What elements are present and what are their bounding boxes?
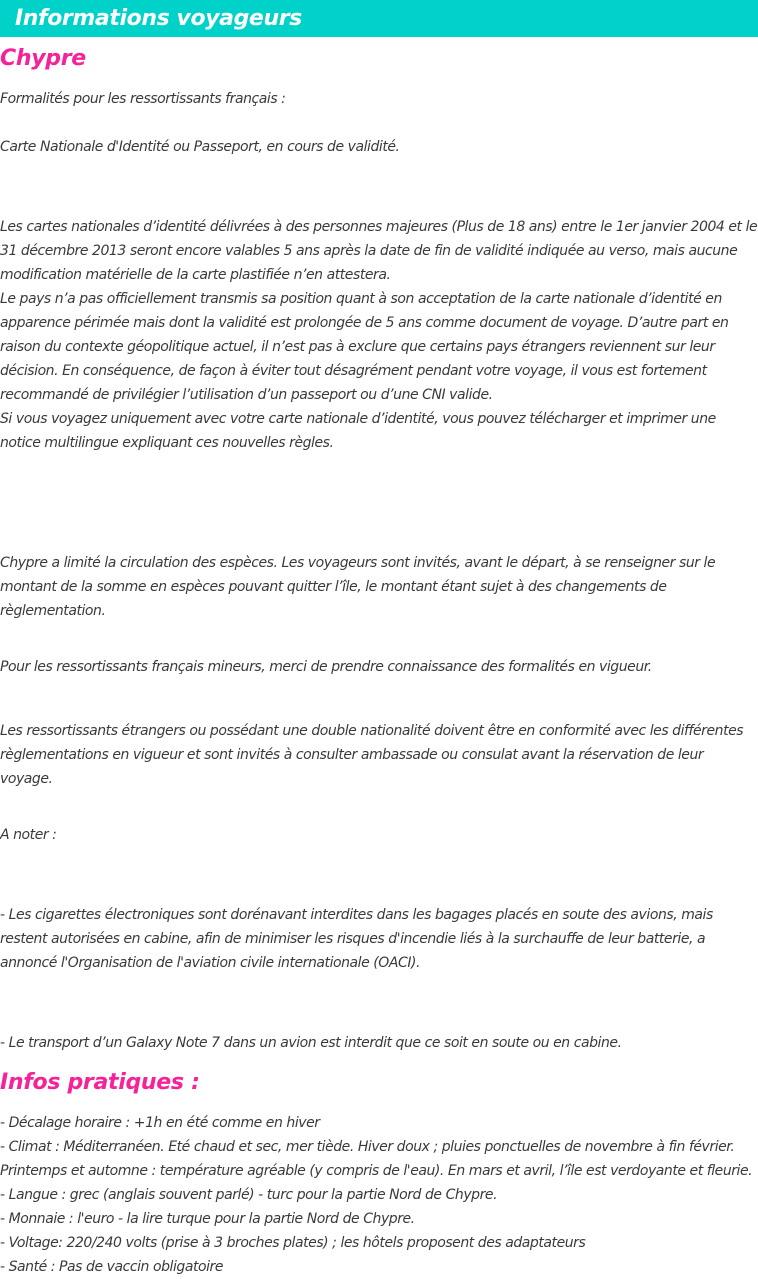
cni-position-paragraph: Le pays n’a pas officiellement transmis sa position quant à son acceptation de la carte nationale d’identité en apparence périmée mais dont la validité est prolongée de 5 ans comme document de voyage. D’autre part en raison du contexte géopolitique actuel, il n’est pas à exclure que certains pays étrangers reviennent sur leur décision. En conséquence, de façon à éviter tout désagrément pendant votre voyage, il vous est fortement recommandé de privilégier l’utilisation d’un passeport ou d’une CNI valide.: [0, 291, 729, 403]
header-bar: [0, 0, 758, 37]
practical-info-title: Infos pratiques :: [0, 1070, 200, 1095]
minors-paragraph: Pour les ressortissants français mineurs, merci de prendre connaissance des formalités en vigueur.: [0, 659, 652, 675]
formalities-intro: Formalités pour les ressortissants français :: [0, 91, 286, 107]
climate-item: - Climat : Méditerranéen. Eté chaud et sec, mer tiède. Hiver doux ; pluies ponctuelles de novembre à fin février. Printemps et automne : température agréable (y compris de l'eau). En mars et avril, l’île est verdoyante et fleurie.: [0, 1139, 753, 1179]
cash-paragraph: Chypre a limité la circulation des espèces. Les voyageurs sont invités, avant le départ, à se renseigner sur le montant de la somme en espèces pouvant quitter l’île, le montant étant sujet à des changements de règlementation.: [0, 555, 716, 619]
note-label: A noter :: [0, 827, 57, 843]
cni-validity-paragraph: Les cartes nationales d’identité délivrées à des personnes majeures (Plus de 18 ans) entre le 1er janvier 2004 et le 31 décembre 2013 seront encore valables 5 ans après la date de fin de validité indiquée au verso, mais aucune modification matérielle de la carte plastifiée n’en attestera.: [0, 219, 758, 283]
currency-item: - Monnaie : l'euro - la lire turque pour la partie Nord de Chypre.: [0, 1211, 415, 1227]
health-item: - Santé : Pas de vaccin obligatoire: [0, 1259, 224, 1275]
language-item: - Langue : grec (anglais souvent parlé) - turc pour la partie Nord de Chypre.: [0, 1187, 498, 1203]
timezone-item: - Décalage horaire : +1h en été comme en hiver: [0, 1115, 320, 1131]
galaxy-paragraph: - Le transport d’un Galaxy Note 7 dans un avion est interdit que ce soit en soute ou en cabine.: [0, 1035, 622, 1051]
country-title: Chypre: [0, 46, 86, 71]
page-title: Informations voyageurs: [15, 6, 302, 31]
voltage-item: - Voltage: 220/240 volts (prise à 3 broches plates) ; les hôtels proposent des adaptateurs: [0, 1235, 586, 1251]
required-documents: Carte Nationale d'Identité ou Passeport, en cours de validité.: [0, 139, 400, 155]
foreigners-paragraph: Les ressortissants étrangers ou possédant une double nationalité doivent être en conformité avec les différentes règlementations en vigueur et sont invités à consulter ambassade ou consulat avant la réservation de leur voyage.: [0, 723, 744, 787]
cni-notice-paragraph: Si vous voyagez uniquement avec votre carte nationale d’identité, vous pouvez télécharger et imprimer une notice multilingue expliquant ces nouvelles règles.: [0, 411, 716, 451]
ecig-paragraph: - Les cigarettes électroniques sont dorénavant interdites dans les bagages placés en soute des avions, mais restent autorisées en cabine, afin de minimiser les risques d'incendie liés à la surchauffe de leur batterie, a annoncé l'Organisation de l'aviation civile internationale (OACI).: [0, 907, 713, 971]
